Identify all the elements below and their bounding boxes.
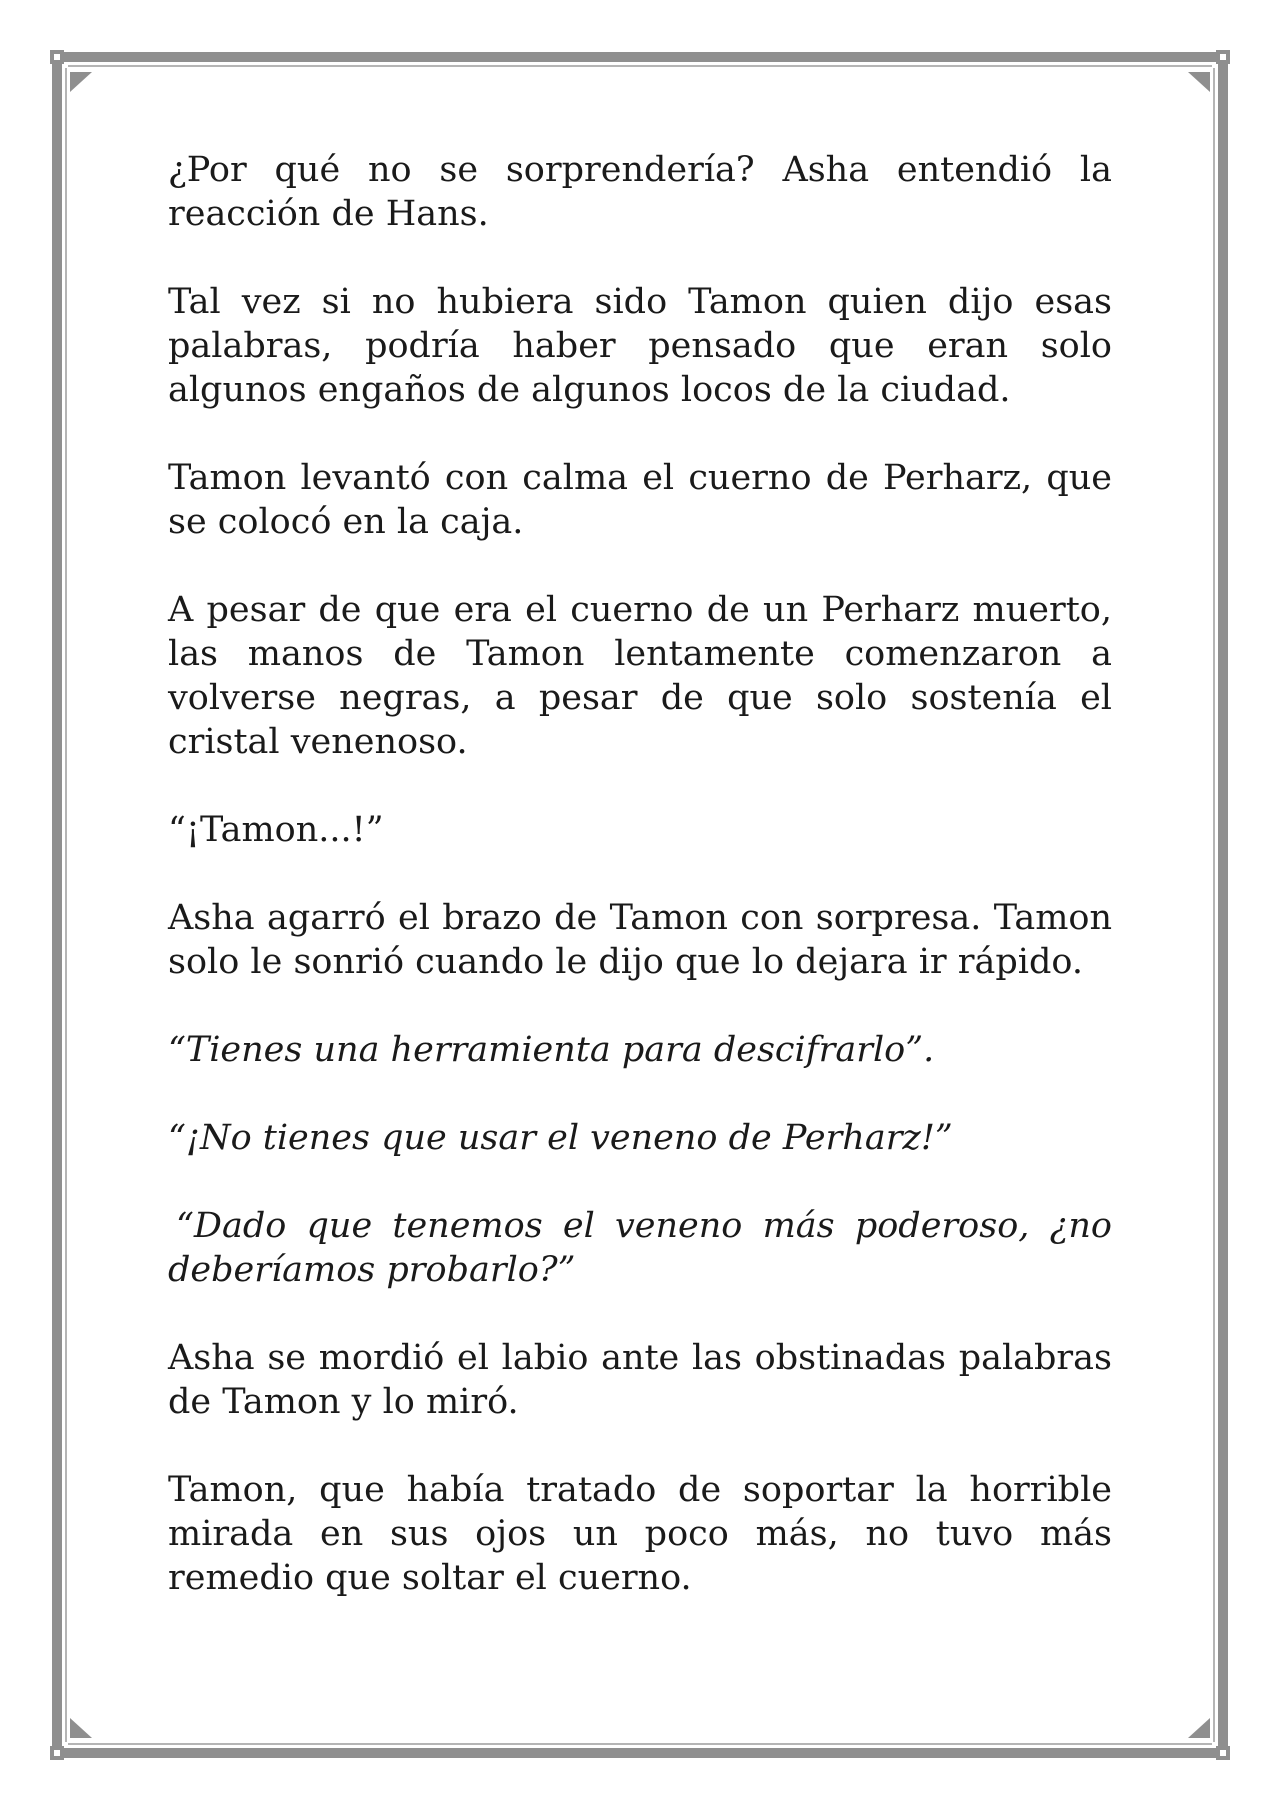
paragraph-7-italic-dialogue: “Tienes una herramienta para descifrarlo”.	[168, 1030, 935, 1070]
paragraph-5-dialogue: “¡Tamon...!”	[168, 810, 384, 850]
paragraph-8-italic-dialogue: “¡No tienes que usar el veneno de Perharz!”	[168, 1118, 953, 1158]
paragraph-6: Asha agarró el brazo de Tamon con sorpresa. Tamon solo le sonrió cuando le dijo que lo dejara ir rápido.	[168, 898, 1112, 982]
paragraph-2: Tal vez si no hubiera sido Tamon quien dijo esas palabras, podría haber pensado que eran solo algunos engaños de algunos locos de la ciudad.	[168, 282, 1112, 410]
paragraph-4: A pesar de que era el cuerno de un Perharz muerto, las manos de Tamon lentamente comenzaron a volverse negras, a pesar de que solo sostenía el cristal venenoso.	[168, 590, 1112, 762]
paragraph-11: Tamon, que había tratado de soportar la horrible mirada en sus ojos un poco más, no tuvo más remedio que soltar el cuerno.	[168, 1470, 1112, 1598]
document-body	[168, 148, 1112, 1644]
paragraph-3: Tamon levantó con calma el cuerno de Perharz, que se colocó en la caja.	[168, 458, 1112, 542]
paragraph-10: Asha se mordió el labio ante las obstinadas palabras de Tamon y lo miró.	[168, 1338, 1112, 1422]
paragraph-1: ¿Por qué no se sorprendería? Asha entendió la reacción de Hans.	[168, 150, 1112, 234]
paragraph-9-italic-dialogue: “Dado que tenemos el veneno más poderoso, ¿no deberíamos probarlo?”	[168, 1206, 1112, 1290]
